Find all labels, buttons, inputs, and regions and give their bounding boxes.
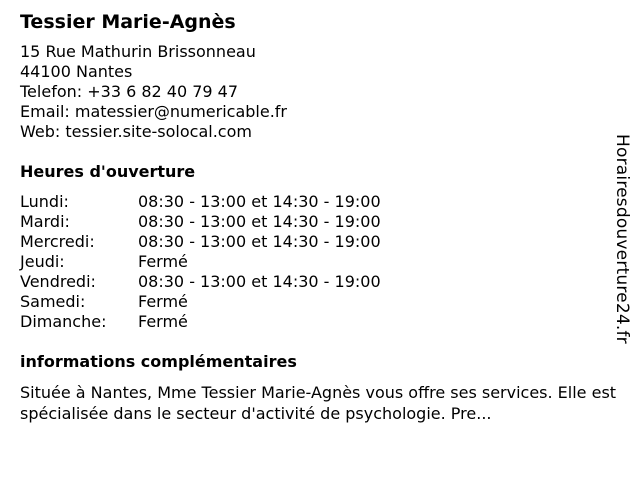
day-hours: 08:30 - 13:00 et 14:30 - 19:00 <box>138 212 381 231</box>
opening-hours-title: Heures d'ouverture <box>20 162 196 181</box>
day-hours: Fermé <box>138 312 188 331</box>
day-hours: 08:30 - 13:00 et 14:30 - 19:00 <box>138 272 381 291</box>
email-address: Email: matessier@numericable.fr <box>20 102 287 121</box>
hours-row-tuesday <box>20 212 620 232</box>
day-hours: Fermé <box>138 292 188 311</box>
day-label: Samedi: <box>20 292 86 311</box>
day-label: Dimanche: <box>20 312 107 331</box>
day-label: Mercredi: <box>20 232 95 251</box>
hours-row-friday <box>20 272 620 292</box>
hours-row-wednesday <box>20 232 620 252</box>
hours-row-saturday <box>20 292 620 312</box>
business-name: Tessier Marie-Agnès <box>20 11 236 33</box>
hours-row-sunday <box>20 312 620 332</box>
day-hours: 08:30 - 13:00 et 14:30 - 19:00 <box>138 232 381 251</box>
day-label: Lundi: <box>20 192 69 211</box>
business-card <box>20 10 620 424</box>
day-label: Mardi: <box>20 212 70 231</box>
day-label: Vendredi: <box>20 272 96 291</box>
hours-row-monday <box>20 192 620 212</box>
phone-number: Telefon: +33 6 82 40 79 47 <box>20 82 239 101</box>
day-hours: 08:30 - 13:00 et 14:30 - 19:00 <box>138 192 381 211</box>
day-hours: Fermé <box>138 252 188 271</box>
additional-info-title: informations complémentaires <box>20 352 297 371</box>
address-city: 44100 Nantes <box>20 62 133 81</box>
address-street: 15 Rue Mathurin Brissonneau <box>20 42 256 61</box>
opening-hours-table <box>20 192 620 332</box>
additional-info-text: Située à Nantes, Mme Tessier Marie-Agnès vous offre ses services. Elle est spécialisée dans le secteur d'activité de psychologie. Pre... <box>20 383 617 423</box>
hours-row-thursday <box>20 252 620 272</box>
day-label: Jeudi: <box>20 252 65 271</box>
website: Web: tessier.site-solocal.com <box>20 122 252 141</box>
site-watermark: Horairesdouverture24.fr <box>612 134 632 344</box>
